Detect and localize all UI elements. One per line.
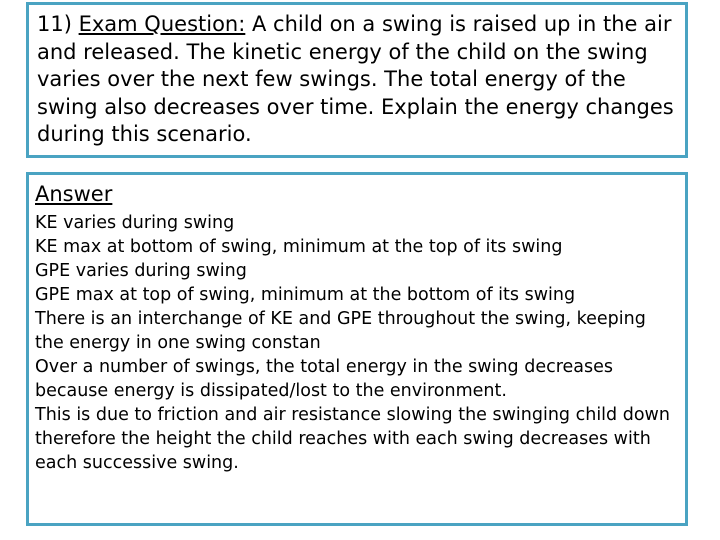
answer-line: There is an interchange of KE and GPE throughout the swing, keeping the energy in one swing constan <box>35 309 646 353</box>
question-body: A child on a swing is raised up in the air and released. The kinetic energy of the child on the swing varies over the next few swings. The total energy of the swing also decreases over time. Explain the energy changes during this scenario. <box>37 12 674 146</box>
question-number: 11) <box>37 12 72 36</box>
answer-heading: Answer <box>35 182 113 206</box>
answer-line: GPE max at top of swing, minimum at the bottom of its swing <box>35 285 576 305</box>
question-lead: Exam Question: <box>78 12 246 36</box>
answer-line: KE max at bottom of swing, minimum at the top of its swing <box>35 237 563 257</box>
question-box <box>26 2 688 158</box>
answer-line: KE varies during swing <box>35 213 235 233</box>
answer-line: Over a number of swings, the total energy in the swing decreases because energy is dissipated/lost to the environment. <box>35 357 614 401</box>
answer-line: GPE varies during swing <box>35 261 247 281</box>
answer-list <box>35 211 679 475</box>
answer-line: This is due to friction and air resistance slowing the swinging child down therefore the height the child reaches with each swing decreases with each successive swing. <box>35 405 670 473</box>
answer-box <box>26 172 688 526</box>
question-text <box>37 11 677 149</box>
